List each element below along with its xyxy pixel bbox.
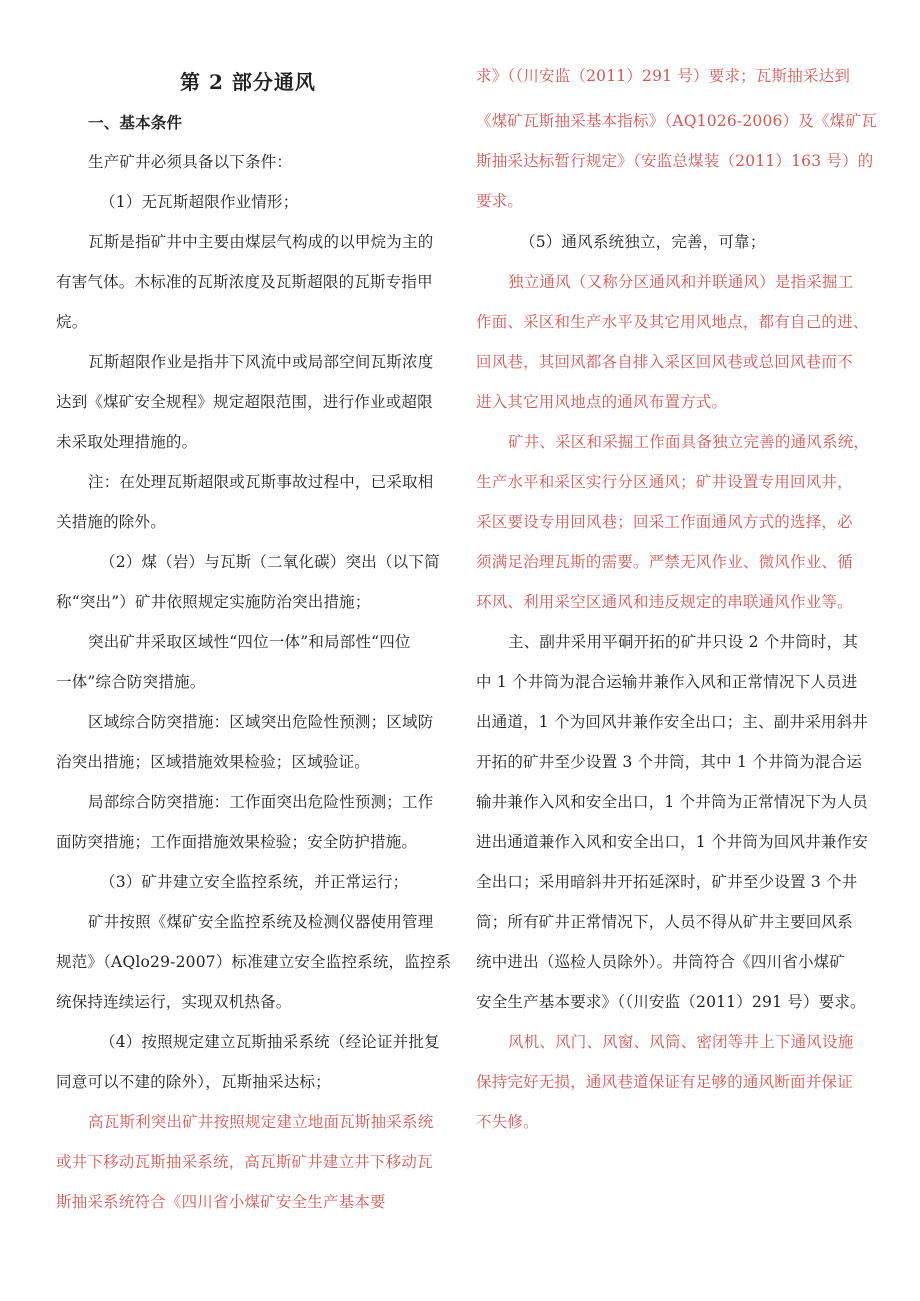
condition-2-cont: 称“突出”）矿井依照规定实施防治突出措施； [56, 593, 371, 611]
paragraph-line: 治突出措施；区域措施效果检验；区域验证。 [56, 753, 371, 771]
highlight-line: 斯抽采系统符合《四川省小煤矿安全生产基本要 [56, 1193, 386, 1211]
highlight-line: 进入其它用风地点的通风布置方式。 [476, 393, 728, 411]
highlight-line: 高瓦斯利突出矿井按照规定建立地面瓦斯抽采系统 [88, 1113, 434, 1131]
highlight-line: 独立通风（又称分区通风和并联通风）是指采掘工 [508, 273, 854, 291]
highlight-line: 要求。 [476, 192, 524, 210]
highlight-line: 矿井、采区和采掘工作面具备独立完善的通风系统， [508, 433, 870, 451]
paragraph-line: 进出通道兼作入风和安全出口，1 个井筒为回风井兼作安 [476, 833, 868, 851]
paragraph-line: 统中进出（巡检人员除外）。井筒符合《四川省小煤矿 [476, 953, 846, 971]
highlight-line: 生产水平和采区实行分区通风；矿井设置专用回风井， [476, 473, 853, 491]
page-title: 第 2 部分通风 [180, 70, 316, 94]
paragraph-line: 全出口；采用暗斜井开拓延深时，矿井至少设置 3 个井 [476, 873, 858, 891]
paragraph-line: 瓦斯是指矿井中主要由煤层气构成的以甲烷为主的 [88, 233, 434, 251]
paragraph-line: 区域综合防突措施：区域突出危险性预测；区域防 [88, 713, 434, 731]
highlight-line: 须满足治理瓦斯的需要。严禁无风作业、微风作业、循 [476, 553, 853, 571]
paragraph-line: 关措施的除外。 [56, 513, 166, 531]
highlight-line: 回风巷，其回风都各自排入采区回风巷或总回风巷而不 [476, 353, 853, 371]
paragraph-line: 开拓的矿井至少设置 3 个井筒，其中 1 个井筒为混合运 [476, 753, 863, 771]
paragraph-line: 输井兼作入风和安全出口，1 个井筒为正常情况下为人员 [476, 793, 868, 811]
condition-3: （3）矿井建立安全监控系统，并正常运行； [100, 873, 409, 891]
paragraph-line: 有害气体。木标准的瓦斯浓度及瓦斯超限的瓦斯专指甲 [56, 273, 433, 291]
highlight-line: 环风、利用采空区通风和违反规定的串联通风作业等。 [476, 593, 853, 611]
paragraph-line: 出通道，1 个为回风井兼作安全出口；主、副井采用斜井 [476, 713, 868, 731]
condition-1: （1）无瓦斯超限作业情形； [100, 193, 299, 211]
paragraph-line: 面防突措施；工作面措施效果检验；安全防护措施。 [56, 833, 418, 851]
paragraph-line: 一体”综合防突措施。 [56, 673, 206, 691]
paragraph-line: 瓦斯超限作业是指井下风流中或局部空间瓦斯浓度 [88, 353, 434, 371]
condition-4-cont: 同意可以不建的除外），瓦斯抽采达标； [56, 1073, 331, 1091]
paragraph-line: 局部综合防突措施：工作面突出危险性预测；工作 [88, 793, 434, 811]
paragraph-line: 规范》（AQlo29-2007）标准建立安全监控系统，监控系 [56, 953, 452, 971]
highlight-line: 《煤矿瓦斯抽采基本指标》（AQ1026-2006）及《煤矿瓦 [476, 112, 877, 130]
paragraph-line: 统保持连续运行，实现双机热备。 [56, 993, 292, 1011]
highlight-line: 保持完好无损，通风巷道保证有足够的通风断面并保证 [476, 1073, 853, 1091]
paragraph-line: 安全生产基本要求》（（川安监（2011）291 号）要求。 [476, 993, 866, 1011]
highlight-line: 作面、采区和生产水平及其它用风地点，都有自己的进、 [476, 313, 869, 331]
highlight-line: 或井下移动瓦斯抽采系统，高瓦斯矿井建立井下移动瓦 [56, 1153, 433, 1171]
paragraph-line: 烷。 [56, 313, 88, 331]
paragraph-line: 达到《煤矿安全规程》规定超限范围，进行作业或超限 [56, 393, 433, 411]
intro-line: 生产矿井必须具备以下条件： [88, 153, 293, 171]
condition-2: （2）煤（岩）与瓦斯（二氧化碳）突出（以下简 [100, 553, 440, 571]
condition-4: （4）按照规定建立瓦斯抽采系统（经论证并批复 [100, 1033, 440, 1051]
paragraph-line: 未采取处理措施的。 [56, 433, 198, 451]
highlight-line: 斯抽采达标暂行规定》（安监总煤装（2011）163 号）的 [476, 152, 874, 170]
paragraph-line: 突出矿井采取区域性“四位一体”和局部性“四位 [88, 633, 411, 651]
highlight-line: 风机、风门、风窗、风筒、密闭等井上下通风设施 [508, 1033, 854, 1051]
paragraph-line: 主、副井采用平硐开拓的矿井只设 2 个井筒时，其 [508, 633, 859, 651]
section-heading: 一、基本条件 [88, 114, 183, 132]
paragraph-line: 矿井按照《煤矿安全监控系统及检测仪器使用管理 [88, 913, 434, 931]
paragraph-line: 注：在处理瓦斯超限或瓦斯事故过程中，已采取相 [88, 473, 434, 491]
condition-5: （5）通风系统独立，完善，可靠； [520, 233, 766, 251]
paragraph-line: 筒；所有矿井正常情况下，人员不得从矿井主要回风系 [476, 913, 853, 931]
highlight-line: 采区要设专用回风巷；回采工作面通风方式的选择，必 [476, 513, 853, 531]
highlight-line: 求》（（川安监（2011）291 号）要求；瓦斯抽采达到 [476, 67, 851, 85]
highlight-line: 不失修。 [476, 1113, 539, 1131]
paragraph-line: 中 1 个井筒为混合运输井兼作入风和正常情况下人员进 [476, 673, 858, 691]
